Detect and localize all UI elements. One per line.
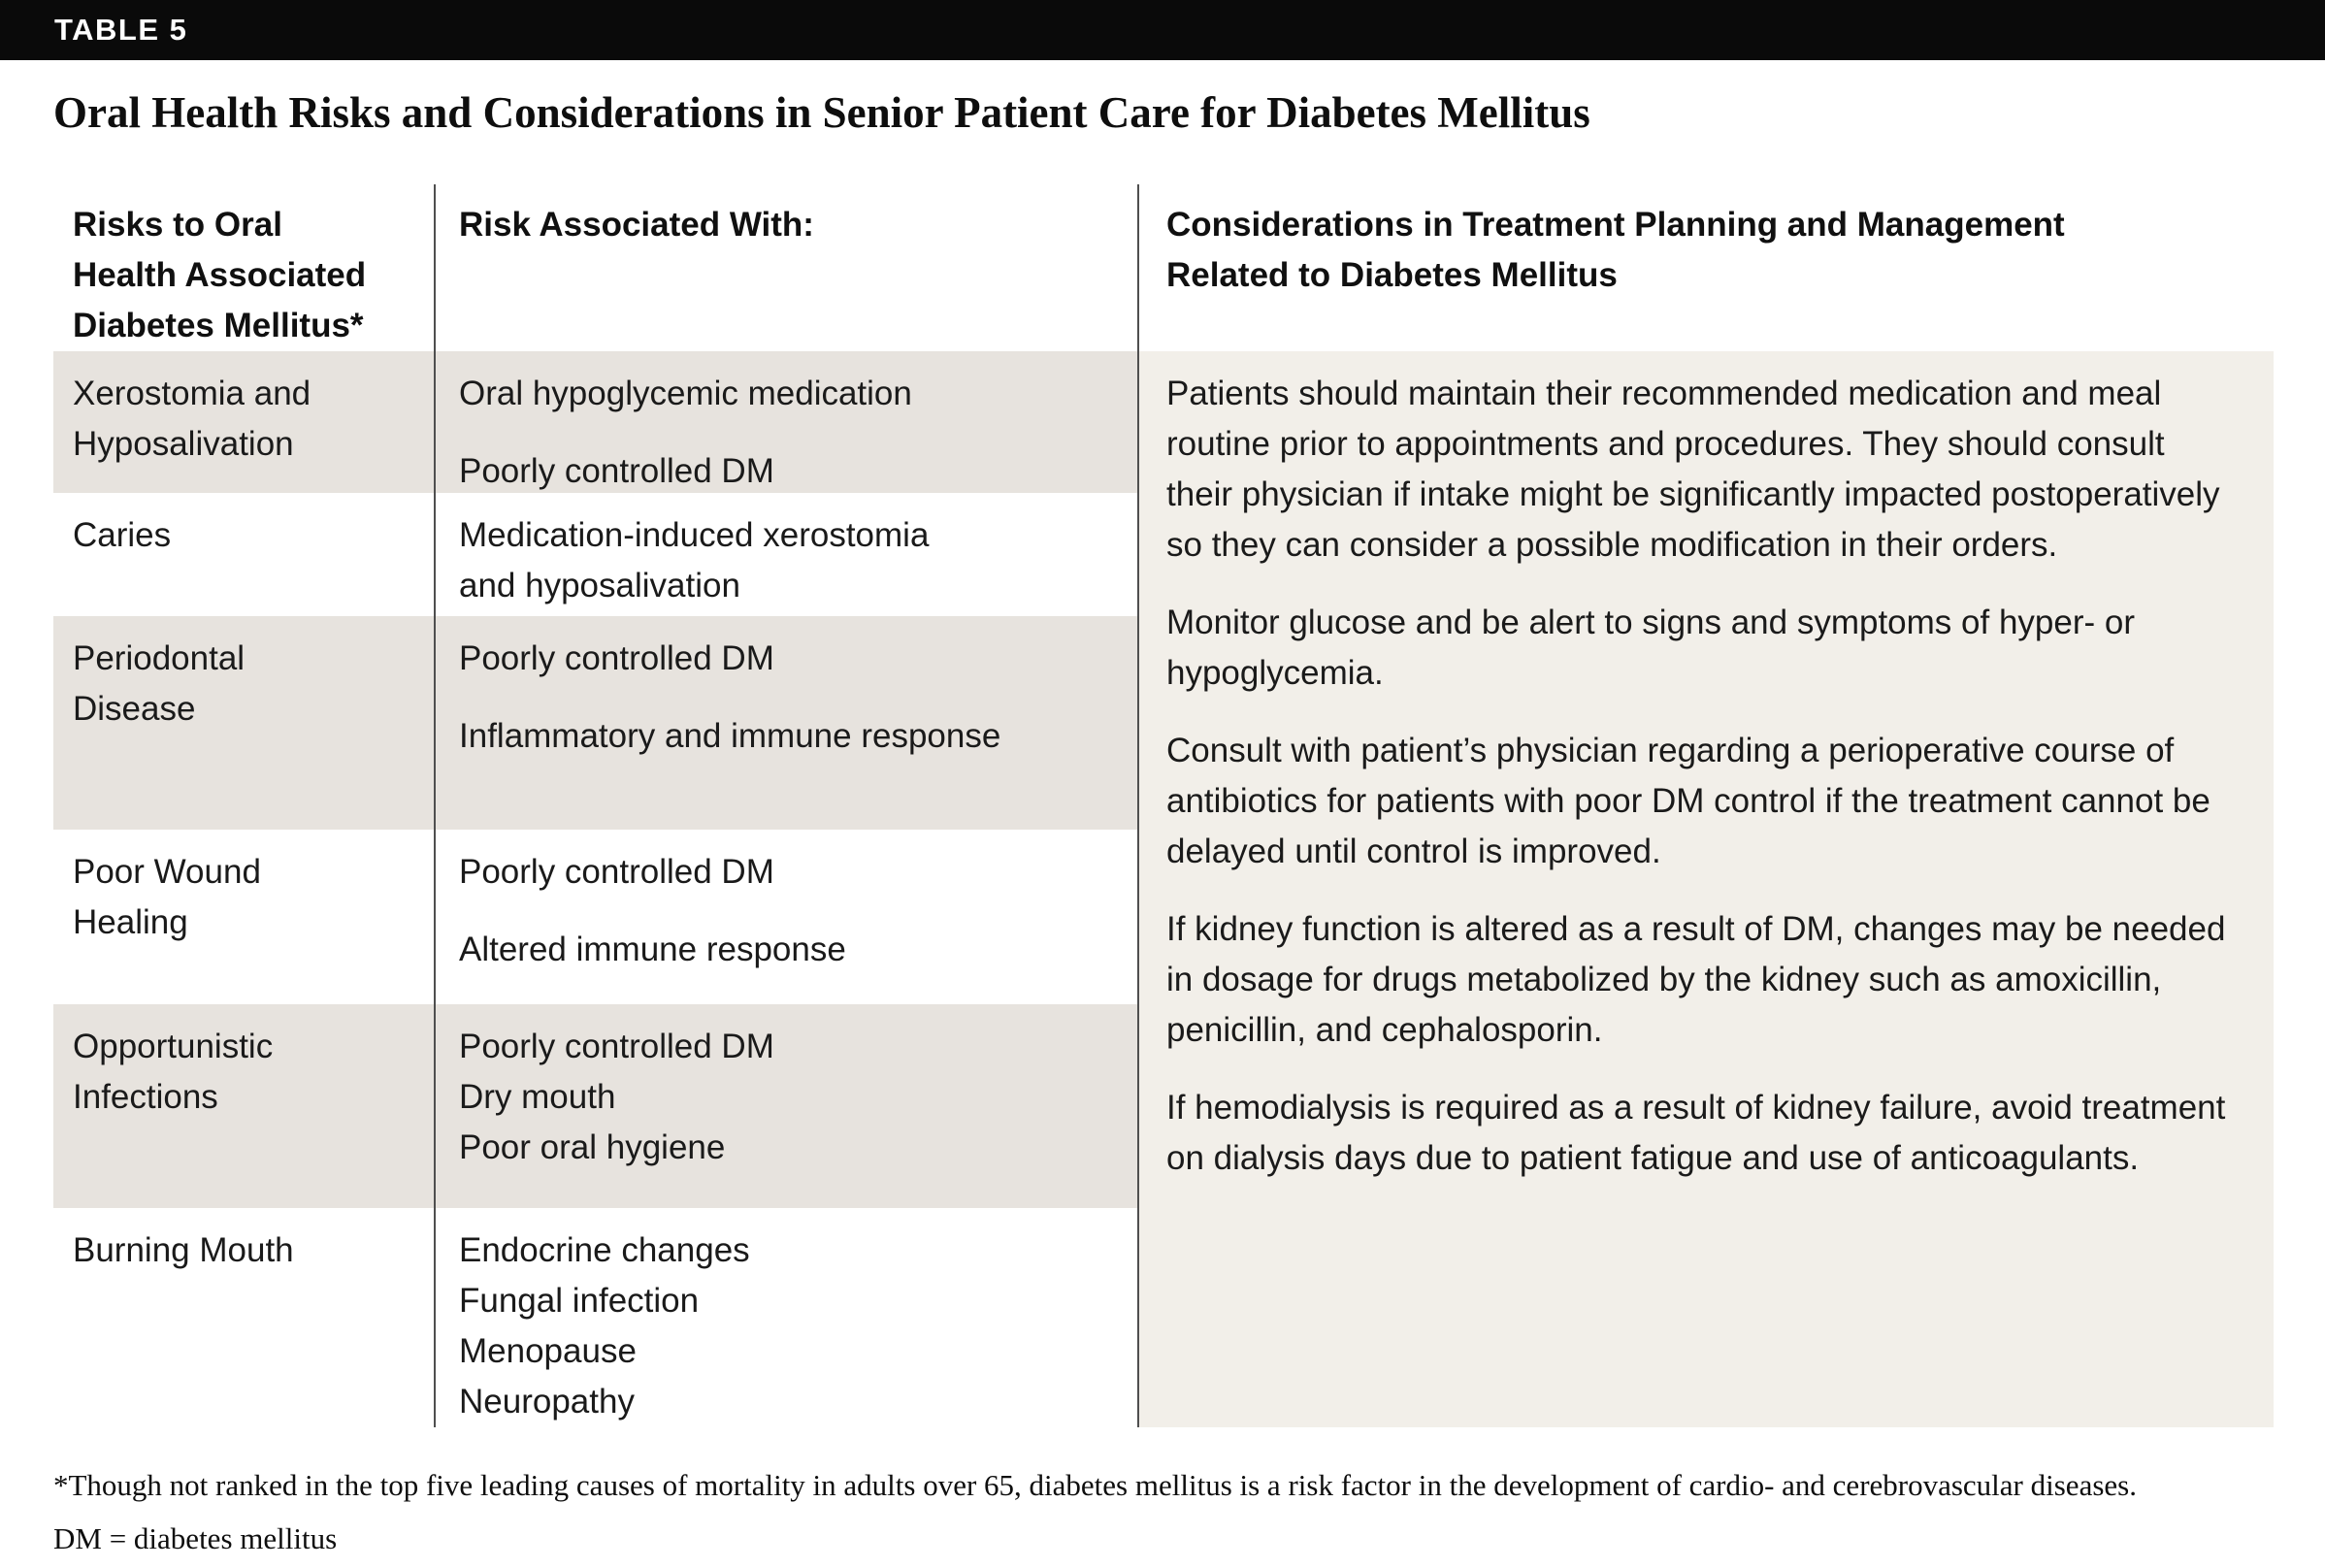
risk-label-line: Healing (73, 903, 188, 941)
associated-cell-xerostomia (434, 351, 1137, 493)
footnote-dm-line: DM = diabetes mellitus (53, 1521, 338, 1555)
associated-item: Poorly controlled DM (459, 452, 774, 490)
associated-item: and hyposalivation (459, 567, 740, 604)
header-cell-associated (434, 184, 1137, 351)
considerations-paragraph: Consult with patient’s physician regarding a perioperative course of antibiotics for patients with poor DM control if the treatment cannot be delayed until control is improved. (1166, 732, 2210, 870)
associated-item: Poorly controlled DM (459, 853, 774, 891)
considerations-paragraph: If hemodialysis is required as a result of kidney failure, avoid treatment on dialysis days due to patient fatigue and use of anticoagulants. (1166, 1089, 2226, 1177)
risk-cell-opportunistic (53, 1004, 434, 1208)
risk-label-line: Periodontal (73, 639, 246, 677)
considerations-cell (1137, 351, 2274, 1427)
risk-label-line: Caries (73, 516, 172, 554)
associated-cell-periodontal (434, 616, 1137, 830)
risk-cell-wound-healing (53, 830, 434, 1004)
associated-cell-wound-healing (434, 830, 1137, 1004)
associated-item: Menopause (459, 1332, 637, 1370)
associated-item: Oral hypoglycemic medication (459, 375, 912, 412)
risk-cell-burning-mouth (53, 1208, 434, 1427)
associated-item: Poor oral hygiene (459, 1128, 726, 1166)
associated-item: Endocrine changes (459, 1231, 750, 1269)
risk-label-line: Infections (73, 1078, 218, 1116)
header-line: Considerations in Treatment Planning and Management (1166, 206, 2065, 244)
associated-cell-caries (434, 493, 1137, 616)
footnotes (53, 1458, 2137, 1565)
header-line: Risk Associated With: (459, 206, 814, 244)
header-line: Health Associated (73, 256, 367, 294)
table-tag-bar (0, 0, 2325, 60)
header-line: Risks to Oral (73, 206, 282, 244)
risk-table (53, 184, 2274, 1427)
associated-item: Poorly controlled DM (459, 1028, 774, 1065)
associated-cell-burning-mouth (434, 1208, 1137, 1427)
risk-label-line: Disease (73, 690, 196, 728)
table-title: Oral Health Risks and Considerations in Senior Patient Care for Diabetes Mellitus (53, 88, 1590, 137)
footnote-asterisk-line: *Though not ranked in the top five leading causes of mortality in adults over 65, diabetes mellitus is a risk factor in the development of cardio- and cerebrovascular diseases. (53, 1468, 2137, 1502)
associated-item: Poorly controlled DM (459, 639, 774, 677)
header-cell-risks (53, 184, 434, 351)
associated-item: Medication-induced xerostomia (459, 516, 930, 554)
associated-cell-opportunistic (434, 1004, 1137, 1208)
risk-label-line: Hyposalivation (73, 425, 294, 463)
considerations-paragraph: If kidney function is altered as a result of DM, changes may be needed in dosage for drugs metabolized by the kidney such as amoxicillin, penicillin, and cephalosporin. (1166, 910, 2226, 1049)
risk-label-line: Burning Mouth (73, 1231, 294, 1269)
considerations-paragraph: Patients should maintain their recommended medication and meal routine prior to appointments and procedures. They should consult their physician if intake might be significantly impacted postoperatively so they can consider a possible modification in their orders. (1166, 375, 2220, 564)
associated-item: Fungal infection (459, 1282, 700, 1320)
associated-item: Dry mouth (459, 1078, 616, 1116)
risk-cell-periodontal (53, 616, 434, 830)
risk-label-line: Poor Wound (73, 853, 261, 891)
risk-label-line: Xerostomia and (73, 375, 311, 412)
associated-item: Neuropathy (459, 1383, 635, 1421)
header-line: Related to Diabetes Mellitus (1166, 256, 1618, 294)
associated-item: Altered immune response (459, 931, 846, 968)
associated-item: Inflammatory and immune response (459, 717, 1001, 755)
risk-cell-xerostomia (53, 351, 434, 493)
table-tag: TABLE 5 (54, 13, 188, 47)
header-cell-considerations (1137, 184, 2274, 351)
considerations-paragraph: Monitor glucose and be alert to signs and symptoms of hyper- or hypoglycemia. (1166, 604, 2135, 692)
risk-cell-caries (53, 493, 434, 616)
risk-label-line: Opportunistic (73, 1028, 274, 1065)
header-line: Diabetes Mellitus* (73, 307, 364, 344)
